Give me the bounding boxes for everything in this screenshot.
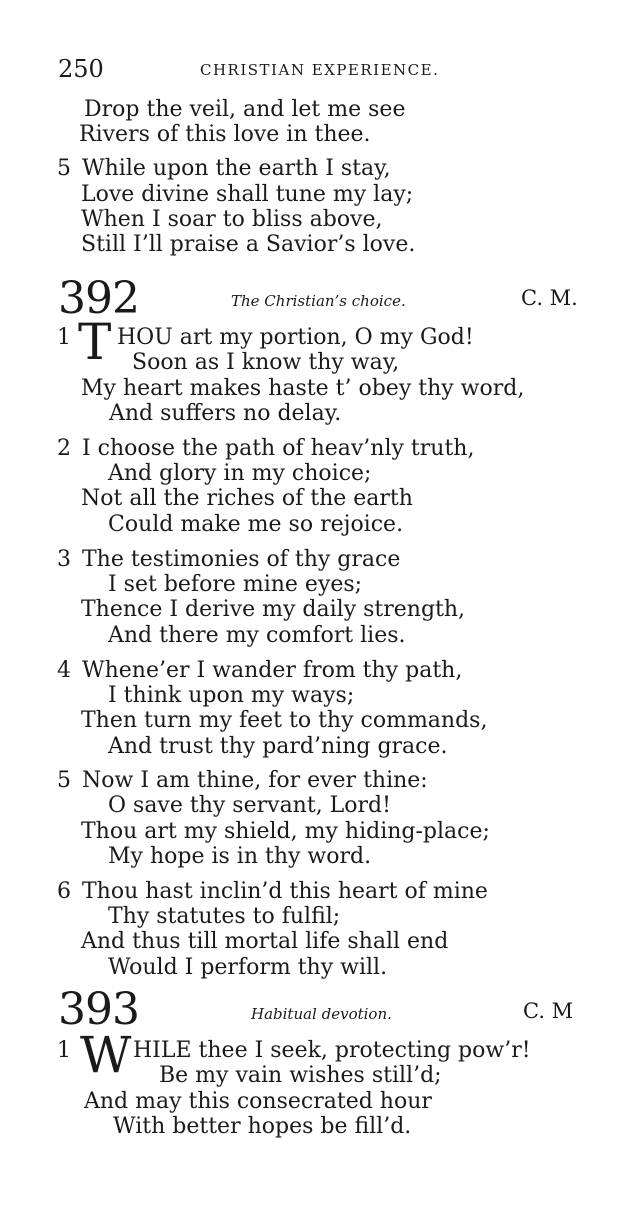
verse-line: The testimonies of thy grace [82, 547, 401, 572]
stanza-number: 2 [57, 436, 71, 461]
verse-line: And trust thy pard’ning grace. [108, 734, 448, 759]
verse-line: And there my comfort lies. [108, 623, 406, 648]
page-header [58, 55, 558, 85]
stanza-number: 1 [57, 325, 71, 350]
hymn-meter: C. M. [521, 286, 578, 310]
running-title: CHRISTIAN EXPERIENCE. [200, 61, 440, 79]
verse-line: Love divine shall tune my lay; [81, 182, 414, 207]
verse-line: Then turn my feet to thy commands, [81, 708, 488, 733]
verse-line: My heart makes haste t’ obey thy word, [81, 376, 525, 401]
stanza-number: 3 [57, 547, 71, 572]
verse-line: O save thy servant, Lord! [108, 793, 391, 818]
hymn-number: 392 [58, 273, 139, 324]
stanza-number: 5 [57, 768, 71, 793]
stanza-number: 5 [57, 156, 71, 181]
verse-line: Thy statutes to fulfil; [108, 904, 341, 929]
verse-line: Drop the veil, and let me see [84, 97, 406, 122]
verse-line: Could make me so rejoice. [108, 512, 404, 537]
verse-line: HILE thee I seek, protecting pow’r! [133, 1038, 531, 1063]
verse-line: Thence I derive my daily strength, [81, 597, 466, 622]
drop-cap: W [80, 1026, 132, 1084]
verse-line: And glory in my choice; [108, 461, 372, 486]
verse-line: While upon the earth I stay, [82, 156, 391, 181]
verse-line: And suffers no delay. [109, 401, 342, 426]
verse-line: Be my vain wishes still’d; [159, 1063, 442, 1088]
verse-line: My hope is in thy word. [108, 844, 372, 869]
verse-line: I think upon my ways; [108, 683, 355, 708]
verse-line: I choose the path of heav’nly truth, [82, 436, 475, 461]
verse-line: When I soar to bliss above, [81, 207, 383, 232]
verse-line: Not all the riches of the earth [81, 486, 413, 511]
verse-line: And may this consecrated hour [84, 1089, 432, 1114]
verse-line: Still I’ll praise a Savior’s love. [81, 232, 416, 257]
drop-cap: T [78, 313, 112, 371]
verse-line: I set before mine eyes; [108, 572, 363, 597]
hymn-number: 393 [58, 984, 139, 1035]
hymn-meter: C. M [523, 999, 574, 1023]
hymn-title: The Christian’s choice. [231, 292, 406, 310]
verse-line: Would I perform thy will. [108, 955, 388, 980]
verse-line: Thou art my shield, my hiding-place; [81, 819, 490, 844]
stanza-number: 4 [57, 658, 71, 683]
verse-line: Thou hast inclin’d this heart of mine [82, 879, 488, 904]
stanza-number: 6 [57, 879, 71, 904]
verse-line: HOU art my portion, O my God! [117, 325, 474, 350]
hymn-title: Habitual devotion. [251, 1005, 392, 1023]
verse-line: Rivers of this love in thee. [79, 122, 371, 147]
page-number: 250 [58, 55, 104, 83]
stanza-number: 1 [57, 1038, 71, 1063]
verse-line: With better hopes be fill’d. [113, 1114, 412, 1139]
verse-line: Now I am thine, for ever thine: [82, 768, 428, 793]
verse-line: Soon as I know thy way, [132, 350, 400, 375]
verse-line: Whene’er I wander from thy path, [82, 658, 463, 683]
verse-line: And thus till mortal life shall end [81, 929, 449, 954]
